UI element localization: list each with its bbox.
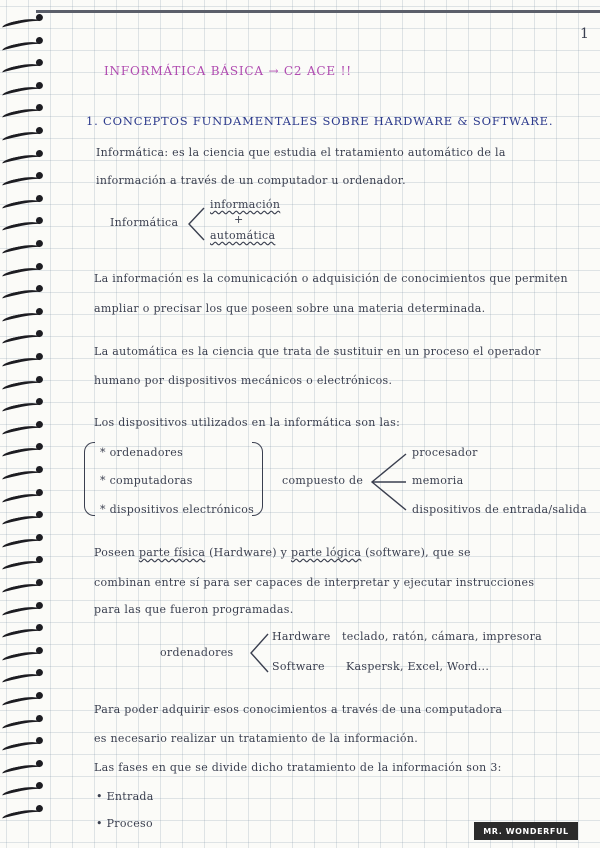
spiral-coil — [1, 287, 40, 304]
spiral-coil — [1, 785, 40, 802]
definition-part-automatic: automática — [210, 229, 276, 242]
definition-term: Informática — [110, 216, 179, 229]
info-line-1: La información es la comunicación o adquisición de conocimientos que permiten — [94, 272, 568, 285]
automatic-line-1: La automática es la ciencia que trata de sustituir en un proceso el operador — [94, 345, 541, 358]
devices-brace-left — [84, 442, 95, 516]
definition-plus: + — [234, 213, 244, 226]
spiral-coil — [1, 604, 40, 621]
parts-line-1 — [94, 546, 471, 559]
acquire-line-1: Para poder adquirir esos conocimientos a través de una computadora — [94, 703, 503, 716]
spiral-coil — [1, 174, 40, 191]
spiral-coil — [1, 61, 40, 78]
spiral-coil — [1, 513, 40, 530]
spiral-coil — [1, 310, 40, 327]
spiral-coil — [1, 581, 40, 598]
logical-part: parte lógica — [290, 546, 362, 559]
info-line-2: ampliar o precisar los que poseen sobre una materia determinada. — [94, 302, 486, 315]
spiral-coil — [1, 197, 40, 214]
spiral-coil — [1, 491, 40, 508]
parts-text-c: (Hardware) y — [209, 546, 288, 559]
device-item: * dispositivos electrónicos — [100, 503, 255, 516]
spiral-coil — [1, 84, 40, 101]
devices-intro: Los dispositivos utilizados en la informática son las: — [94, 416, 401, 429]
spiral-coil — [1, 446, 40, 463]
spiral-coil — [1, 107, 40, 124]
component-item: dispositivos de entrada/salida — [412, 503, 587, 516]
intro-line-2: información a través de un computador u ordenador. — [96, 174, 406, 187]
device-item: * computadoras — [100, 474, 193, 487]
parts-text-a: Poseen — [94, 546, 136, 559]
spiral-coil — [1, 129, 40, 146]
parts-line-3: para las que fueron programadas. — [94, 603, 294, 616]
parts-line-2: combinan entre sí para ser capaces de interpretar y ejecutar instrucciones — [94, 576, 535, 589]
devices-brace-right — [252, 442, 263, 516]
spiral-coil — [1, 762, 40, 779]
page-number: 1 — [580, 26, 590, 42]
spiral-coil — [1, 423, 40, 440]
spiral-coil — [1, 39, 40, 56]
spiral-coil — [1, 807, 40, 824]
spiral-coil — [1, 242, 40, 259]
component-item: memoria — [412, 474, 464, 487]
spiral-coil — [1, 355, 40, 372]
composed-of-label: compuesto de — [282, 474, 364, 487]
spiral-coil — [1, 672, 40, 689]
spiral-coil — [1, 333, 40, 350]
spiral-coil — [1, 626, 40, 643]
phase-item: • Proceso — [96, 817, 153, 830]
phase-item: • Entrada — [96, 790, 154, 803]
spiral-coil — [1, 152, 40, 169]
automatic-line-2: humano por dispositivos mecánicos o electrónicos. — [94, 374, 393, 387]
spiral-coil — [1, 717, 40, 734]
physical-part: parte física — [138, 546, 206, 559]
phases-line: Las fases en que se divide dicho tratamiento de la información son 3: — [94, 761, 502, 774]
page-top-edge — [36, 10, 600, 13]
page-title: INFORMÁTICA BÁSICA → C2 ACE !! — [104, 64, 352, 78]
intro-line-1: Informática: es la ciencia que estudia el tratamiento automático de la — [96, 146, 506, 159]
spiral-coil — [1, 468, 40, 485]
section-heading: 1. CONCEPTOS FUNDAMENTALES SOBRE HARDWARE & SOFTWARE. — [86, 114, 554, 128]
definition-part-information: información — [210, 198, 281, 211]
spiral-coil — [1, 220, 40, 237]
spiral-coil — [1, 400, 40, 417]
spiral-coil — [1, 265, 40, 282]
spiral-coil — [1, 694, 40, 711]
hardware-examples: teclado, ratón, cámara, impresora — [342, 630, 543, 643]
definition-angle-bracket — [186, 206, 206, 242]
spiral-coil — [1, 559, 40, 576]
spiral-binding — [0, 20, 46, 848]
spiral-coil — [1, 378, 40, 395]
ordenadores-angle-bracket — [248, 632, 270, 674]
software-label: Software — [272, 660, 325, 673]
device-item: * ordenadores — [100, 446, 184, 459]
component-item: procesador — [412, 446, 478, 459]
hardware-label: Hardware — [272, 630, 331, 643]
parts-text-e: (software), que se — [365, 546, 471, 559]
spiral-coil — [1, 16, 40, 33]
components-angle-bracket — [368, 452, 408, 512]
brand-logo: MR. WONDERFUL — [474, 822, 578, 840]
software-examples: Kaspersk, Excel, Word... — [346, 660, 490, 673]
spiral-coil — [1, 649, 40, 666]
spiral-coil — [1, 536, 40, 553]
spiral-coil — [1, 739, 40, 756]
ordenadores-label: ordenadores — [160, 646, 234, 659]
acquire-line-2: es necesario realizar un tratamiento de la información. — [94, 732, 418, 745]
